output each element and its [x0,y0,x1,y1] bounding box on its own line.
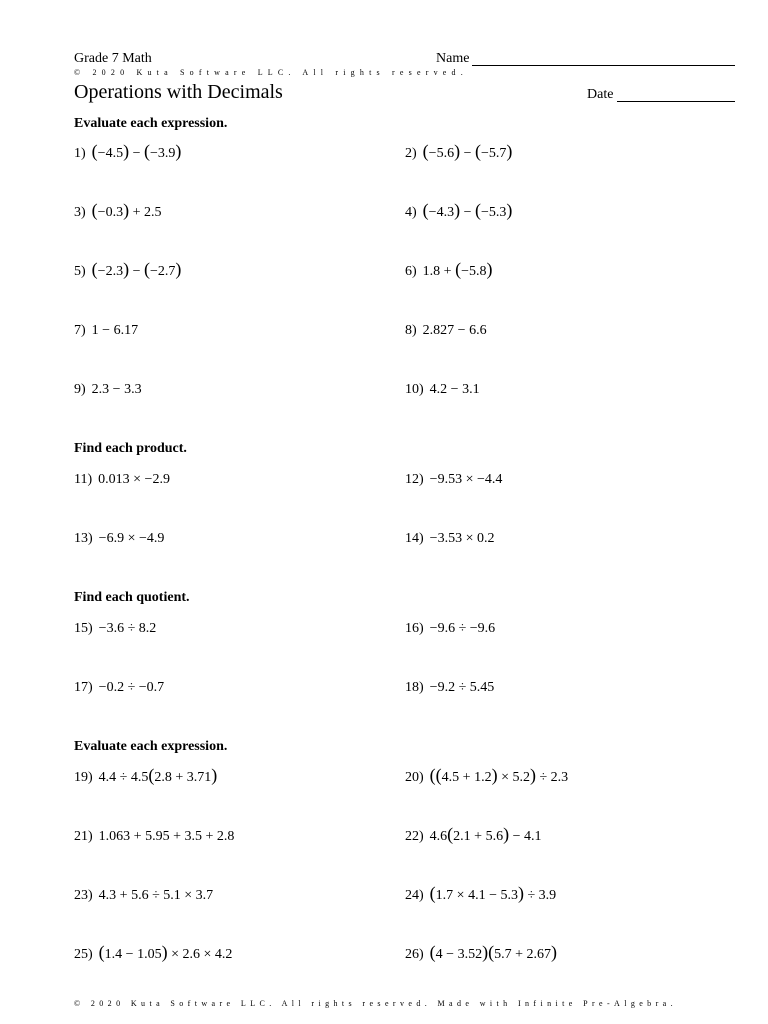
problem-expression: (−4.5) − (−3.9) [91,141,182,161]
name-line [472,65,735,66]
problem-number: 3) [74,205,86,220]
problem-3 [74,200,162,221]
problem-number: 22) [405,829,424,844]
problem-12 [405,472,502,488]
problem-8 [405,323,487,339]
problem-expression: (1.4 − 1.05) × 2.6 × 4.2 [98,942,233,962]
problem-number: 19) [74,770,93,785]
problem-expression: −3.6 ÷ 8.2 [98,621,157,636]
problem-expression: −6.9 × −4.9 [98,531,165,546]
problem-expression: (−5.6) − (−5.7) [422,141,513,161]
footer-copyright: © 2020 Kuta Software LLC. All rights reserved. Made with Infinite Pre-Algebra. [74,999,677,1008]
section-heading: Evaluate each expression. [74,116,228,131]
problem-expression: −3.53 × 0.2 [429,531,495,546]
problem-number: 18) [405,680,424,695]
problem-20 [405,765,569,786]
problem-26 [405,942,557,963]
problem-number: 17) [74,680,93,695]
section-heading: Evaluate each expression. [74,739,228,754]
problem-expression: −9.53 × −4.4 [429,472,503,487]
section-heading: Find each quotient. [74,590,190,605]
problem-expression: 1.8 + (−5.8) [422,259,493,279]
date-line [617,101,735,102]
problem-expression: ((4.5 + 1.2) × 5.2) ÷ 2.3 [429,765,569,785]
problem-expression: −9.6 ÷ −9.6 [429,621,496,636]
problem-expression: 2.827 − 6.6 [422,323,487,338]
problem-13 [74,531,164,547]
problem-expression: (1.7 × 4.1 − 5.3) ÷ 3.9 [429,883,557,903]
problem-number: 6) [405,264,417,279]
problem-5 [74,259,182,280]
problem-15 [74,621,156,637]
problem-number: 4) [405,205,417,220]
problem-number: 16) [405,621,424,636]
problem-number: 11) [74,472,93,487]
problem-9 [74,382,142,398]
problem-expression: 4.6(2.1 + 5.6) − 4.1 [429,824,542,844]
problem-expression: 4.2 − 3.1 [429,382,480,397]
problem-number: 25) [74,947,93,962]
problem-number: 5) [74,264,86,279]
problem-4 [405,200,513,221]
problem-expression: (−2.3) − (−2.7) [91,259,182,279]
problem-expression: 0.013 × −2.9 [98,472,170,487]
problem-1 [74,141,182,162]
problem-25 [74,942,233,963]
problem-number: 14) [405,531,424,546]
course-label: Grade 7 Math [74,51,152,66]
problem-21 [74,829,234,845]
problem-2 [405,141,513,162]
problem-24 [405,883,557,904]
problem-expression: (−0.3) + 2.5 [91,200,162,220]
problem-expression: −9.2 ÷ 5.45 [429,680,495,695]
problem-expression: −0.2 ÷ −0.7 [98,680,165,695]
problem-10 [405,382,480,398]
problem-7 [74,323,138,339]
problem-number: 1) [74,146,86,161]
problem-number: 9) [74,382,86,397]
problem-expression: 4.3 + 5.6 ÷ 5.1 × 3.7 [98,888,214,903]
problem-number: 15) [74,621,93,636]
worksheet-title: Operations with Decimals [74,81,283,103]
problem-17 [74,680,164,696]
name-label: Name [436,51,470,66]
problem-16 [405,621,495,637]
problem-22 [405,824,542,845]
problem-number: 13) [74,531,93,546]
problem-23 [74,888,213,904]
problem-6 [405,259,493,280]
problem-number: 2) [405,146,417,161]
problem-18 [405,680,494,696]
date-label: Date [587,87,614,102]
problem-expression: 1 − 6.17 [91,323,139,338]
problem-number: 23) [74,888,93,903]
problem-11 [74,472,170,488]
problem-number: 12) [405,472,424,487]
problem-number: 24) [405,888,424,903]
problem-expression: 1.063 + 5.95 + 3.5 + 2.8 [98,829,235,844]
copyright-notice: © 2020 Kuta Software LLC. All rights reserved. [74,68,468,77]
problem-number: 7) [74,323,86,338]
problem-number: 10) [405,382,424,397]
problem-expression: (−4.3) − (−5.3) [422,200,513,220]
section-heading: Find each product. [74,441,187,456]
problem-19 [74,765,218,786]
problem-number: 20) [405,770,424,785]
problem-expression: (4 − 3.52)(5.7 + 2.67) [429,942,557,962]
problem-expression: 2.3 − 3.3 [91,382,142,397]
problem-number: 21) [74,829,93,844]
problem-expression: 4.4 ÷ 4.5(2.8 + 3.71) [98,765,218,785]
problem-number: 26) [405,947,424,962]
problem-number: 8) [405,323,417,338]
problem-14 [405,531,494,547]
